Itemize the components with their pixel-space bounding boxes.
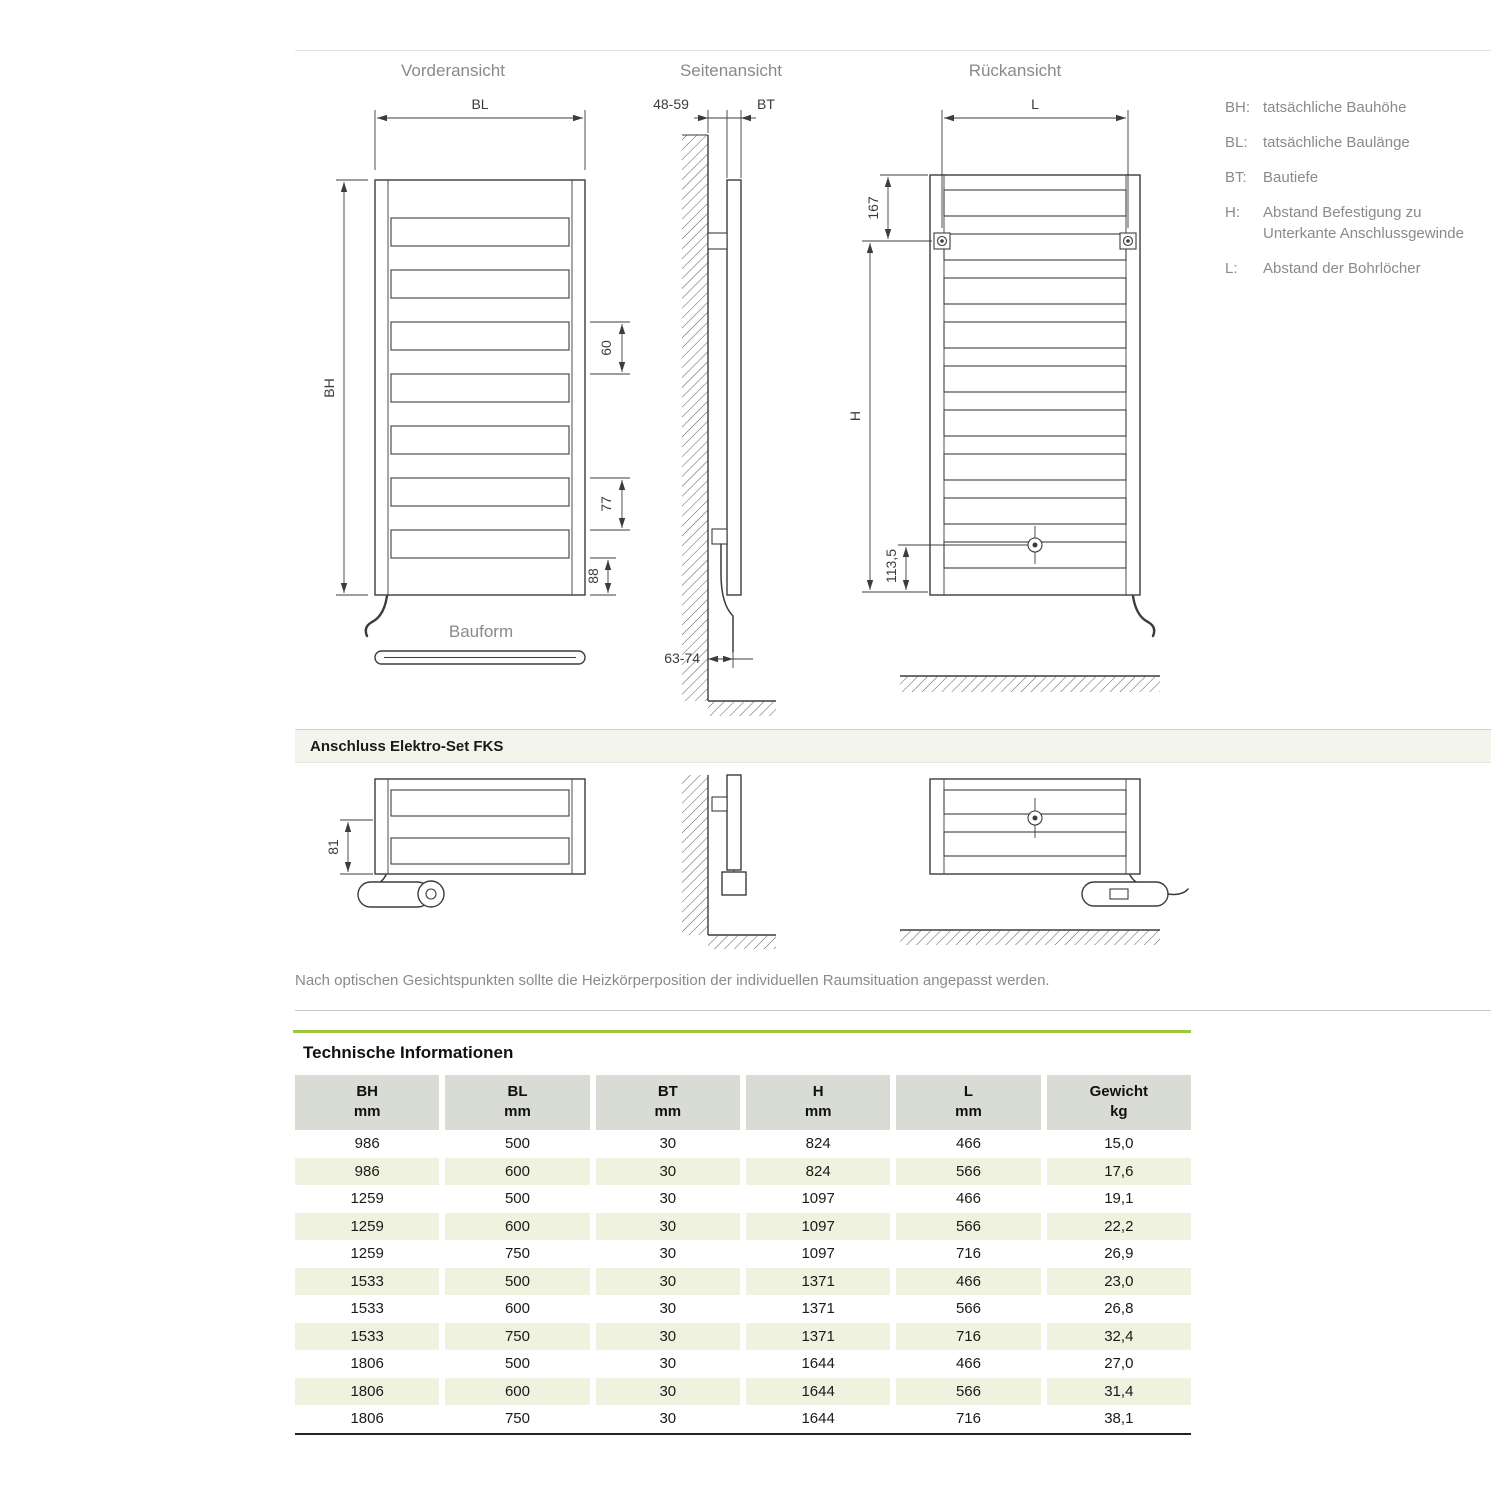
side-view-title: Seitenansicht [679,61,783,80]
table-row [295,1323,1191,1351]
table-row [295,1350,1191,1378]
table-cell: 716 [896,1323,1040,1351]
accent-line [293,1030,1191,1033]
header-unit: mm [504,1103,531,1120]
table-cell: 26,8 [1104,1300,1134,1318]
table-cell: 566 [896,1158,1040,1186]
table-cell: 15,0 [1104,1135,1134,1153]
table-cell: 1533 [295,1268,439,1296]
table-row [295,1158,1191,1186]
table-cell: 27,0 [1104,1355,1134,1373]
legend-item-bl [1225,132,1475,153]
power-cable [366,596,387,636]
header-label: BL [507,1083,528,1100]
table-cell: 30 [596,1323,740,1351]
table-cell: 30 [659,1190,677,1208]
table-cell: 1371 [746,1268,890,1296]
table-header-cell-bh [295,1075,439,1130]
elektro-rear-drawing [900,779,1188,945]
table-cell: 600 [504,1300,530,1318]
dim-label-113: 113,5 [883,549,899,583]
legend-text: Bautiefe [1263,169,1319,186]
table-cell: 600 [445,1213,589,1241]
dim-label-bt: BT [757,96,775,112]
table-cell: 30 [659,1300,677,1318]
table-cell: 1533 [350,1300,384,1318]
elektro-front-drawing [325,779,585,907]
legend-key: BT: [1225,169,1247,186]
table-row [295,1295,1191,1323]
legend-item-bt [1225,167,1475,188]
table-cell: 566 [896,1213,1040,1241]
header-unit: mm [353,1103,381,1120]
table-cell: 824 [805,1135,831,1153]
header-label: H [812,1083,824,1100]
table-cell: 1371 [801,1300,835,1318]
side-view-drawing [653,96,776,716]
table-cell: 31,4 [1047,1378,1191,1406]
table-cell: 30 [659,1355,677,1373]
legend-item-h [1225,202,1475,244]
table-cell: 26,9 [1104,1245,1134,1263]
valve [712,529,727,544]
side-valve [712,797,727,811]
table-row [295,1130,1191,1158]
table-cell: 1806 [350,1410,384,1428]
table-cell: 566 [896,1378,1040,1406]
table-cell: 1259 [295,1213,439,1241]
heating-element [722,872,746,895]
table-cell: 30 [596,1158,740,1186]
table-cell: 986 [295,1158,439,1186]
table-cell: 38,1 [1104,1410,1134,1428]
elektro-side-drawing [682,775,776,949]
wall-hatch [682,135,708,701]
legend-text: Abstand der Bohrlöcher [1263,260,1421,277]
table-header-cell-bt [596,1075,740,1130]
table-cell: 750 [504,1245,530,1263]
table-row [295,1185,1191,1213]
header-label: Gewicht [1089,1083,1148,1100]
rear-power-cable [1133,596,1154,636]
mounting-bracket-left [934,233,950,249]
legend-key: BL: [1225,134,1248,151]
table-cell: 17,6 [1047,1158,1191,1186]
table-row [295,1240,1191,1268]
bauform-label: Bauform [448,622,514,641]
technical-data-table [295,1075,1191,1435]
table-cell: 30 [659,1135,677,1153]
table-cell: 30 [596,1378,740,1406]
dim-label-60: 60 [598,340,614,356]
table-header-cell-l [896,1075,1040,1130]
legend-text: Abstand Befestigung zu Unterkante Anschlussgewinde [1263,204,1464,242]
rear-view-title: Rückansicht [968,61,1062,80]
table-cell: 32,4 [1047,1323,1191,1351]
table-body [295,1130,1191,1433]
technical-drawing-top [280,40,1230,740]
table-cell: 1371 [746,1323,890,1351]
table-cell: 1097 [801,1190,835,1208]
table-cell: 466 [955,1135,981,1153]
table-cell: 19,1 [1104,1190,1134,1208]
table-cell: 716 [955,1410,981,1428]
header-label: L [963,1083,974,1100]
table-cell: 500 [504,1355,530,1373]
header-unit: mm [654,1103,682,1120]
rear-floor-hatch [900,676,1160,692]
table-cell: 1533 [295,1323,439,1351]
front-view-title: Vorderansicht [401,61,505,80]
header-unit: kg [1110,1103,1128,1120]
dim-label-l: L [1031,96,1039,112]
dim-label-167: 167 [865,196,881,220]
table-cell: 500 [504,1190,530,1208]
table-cell: 466 [955,1355,981,1373]
header-unit: mm [804,1103,832,1120]
dim-label-h: H [847,410,863,422]
table-cell: 1644 [746,1378,890,1406]
dim-label-88: 88 [585,568,601,584]
table-cell: 1097 [801,1245,835,1263]
table-row [295,1213,1191,1241]
legend [1225,97,1475,293]
radiator-side-profile [727,180,741,595]
table-cell: 566 [955,1300,981,1318]
table-cell: 1259 [350,1245,384,1263]
rear-view-drawing [847,96,1160,692]
table-title: Technische Informationen [303,1043,514,1062]
mounting-bracket-right [1120,233,1136,249]
front-view-drawing [321,96,630,664]
divider [295,1010,1491,1011]
position-note: Nach optischen Gesichtspunkten sollte die Heizkörperposition der individuellen Raumsituation angepasst werden. [295,972,1050,989]
table-cell: 22,2 [1047,1213,1191,1241]
table-cell: 986 [354,1135,380,1153]
legend-text: tatsächliche Baulänge [1263,134,1410,151]
table-cell: 466 [955,1190,981,1208]
table-header-row [295,1075,1191,1130]
table-row [295,1378,1191,1406]
wall-bracket [708,233,727,249]
section-title: Anschluss Elektro-Set FKS [310,737,504,755]
table-cell: 1806 [350,1355,384,1373]
header-unit: mm [955,1103,982,1120]
table-cell: 23,0 [1047,1268,1191,1296]
table-header-cell-h [746,1075,890,1130]
floor-hatch [708,701,776,716]
table-cell: 600 [445,1378,589,1406]
table-cell: 600 [445,1158,589,1186]
table-row [295,1405,1191,1433]
legend-text: tatsächliche Bauhöhe [1263,99,1407,116]
section-header-elektro [295,729,1491,763]
header-label: BT [657,1083,678,1100]
table-cell: 1097 [746,1213,890,1241]
header-label: BH [356,1083,378,1100]
table-cell: 30 [659,1245,677,1263]
table-cell: 1644 [801,1410,835,1428]
table-cell: 30 [596,1268,740,1296]
table-cell: 500 [504,1135,530,1153]
table-cell: 750 [445,1323,589,1351]
table-cell: 30 [596,1213,740,1241]
table-cell: 1259 [350,1190,384,1208]
table-cell: 466 [896,1268,1040,1296]
elektro-set-drawing [280,762,1230,968]
dim-label-wall-gap: 48-59 [653,96,689,112]
legend-item-bh [1225,97,1475,118]
legend-item-l [1225,258,1475,279]
table-cell: 824 [746,1158,890,1186]
dim-label-77: 77 [598,496,614,512]
table-header-cell-bl [445,1075,589,1130]
dim-label-bottom-gap: 63-74 [664,650,700,666]
dim-label-81: 81 [325,839,341,855]
legend-key: H: [1225,204,1240,221]
table-cell: 1806 [295,1378,439,1406]
table-header-cell-gewicht [1047,1075,1191,1130]
dim-label-bh: BH [321,378,337,398]
dim-label-bl: BL [471,96,489,112]
table-cell: 750 [504,1410,530,1428]
legend-key: L: [1225,260,1238,277]
table-cell: 30 [659,1410,677,1428]
table-row [295,1268,1191,1296]
table-cell: 716 [955,1245,981,1263]
legend-key: BH: [1225,99,1251,116]
table-cell: 500 [445,1268,589,1296]
table-cell: 1644 [801,1355,835,1373]
